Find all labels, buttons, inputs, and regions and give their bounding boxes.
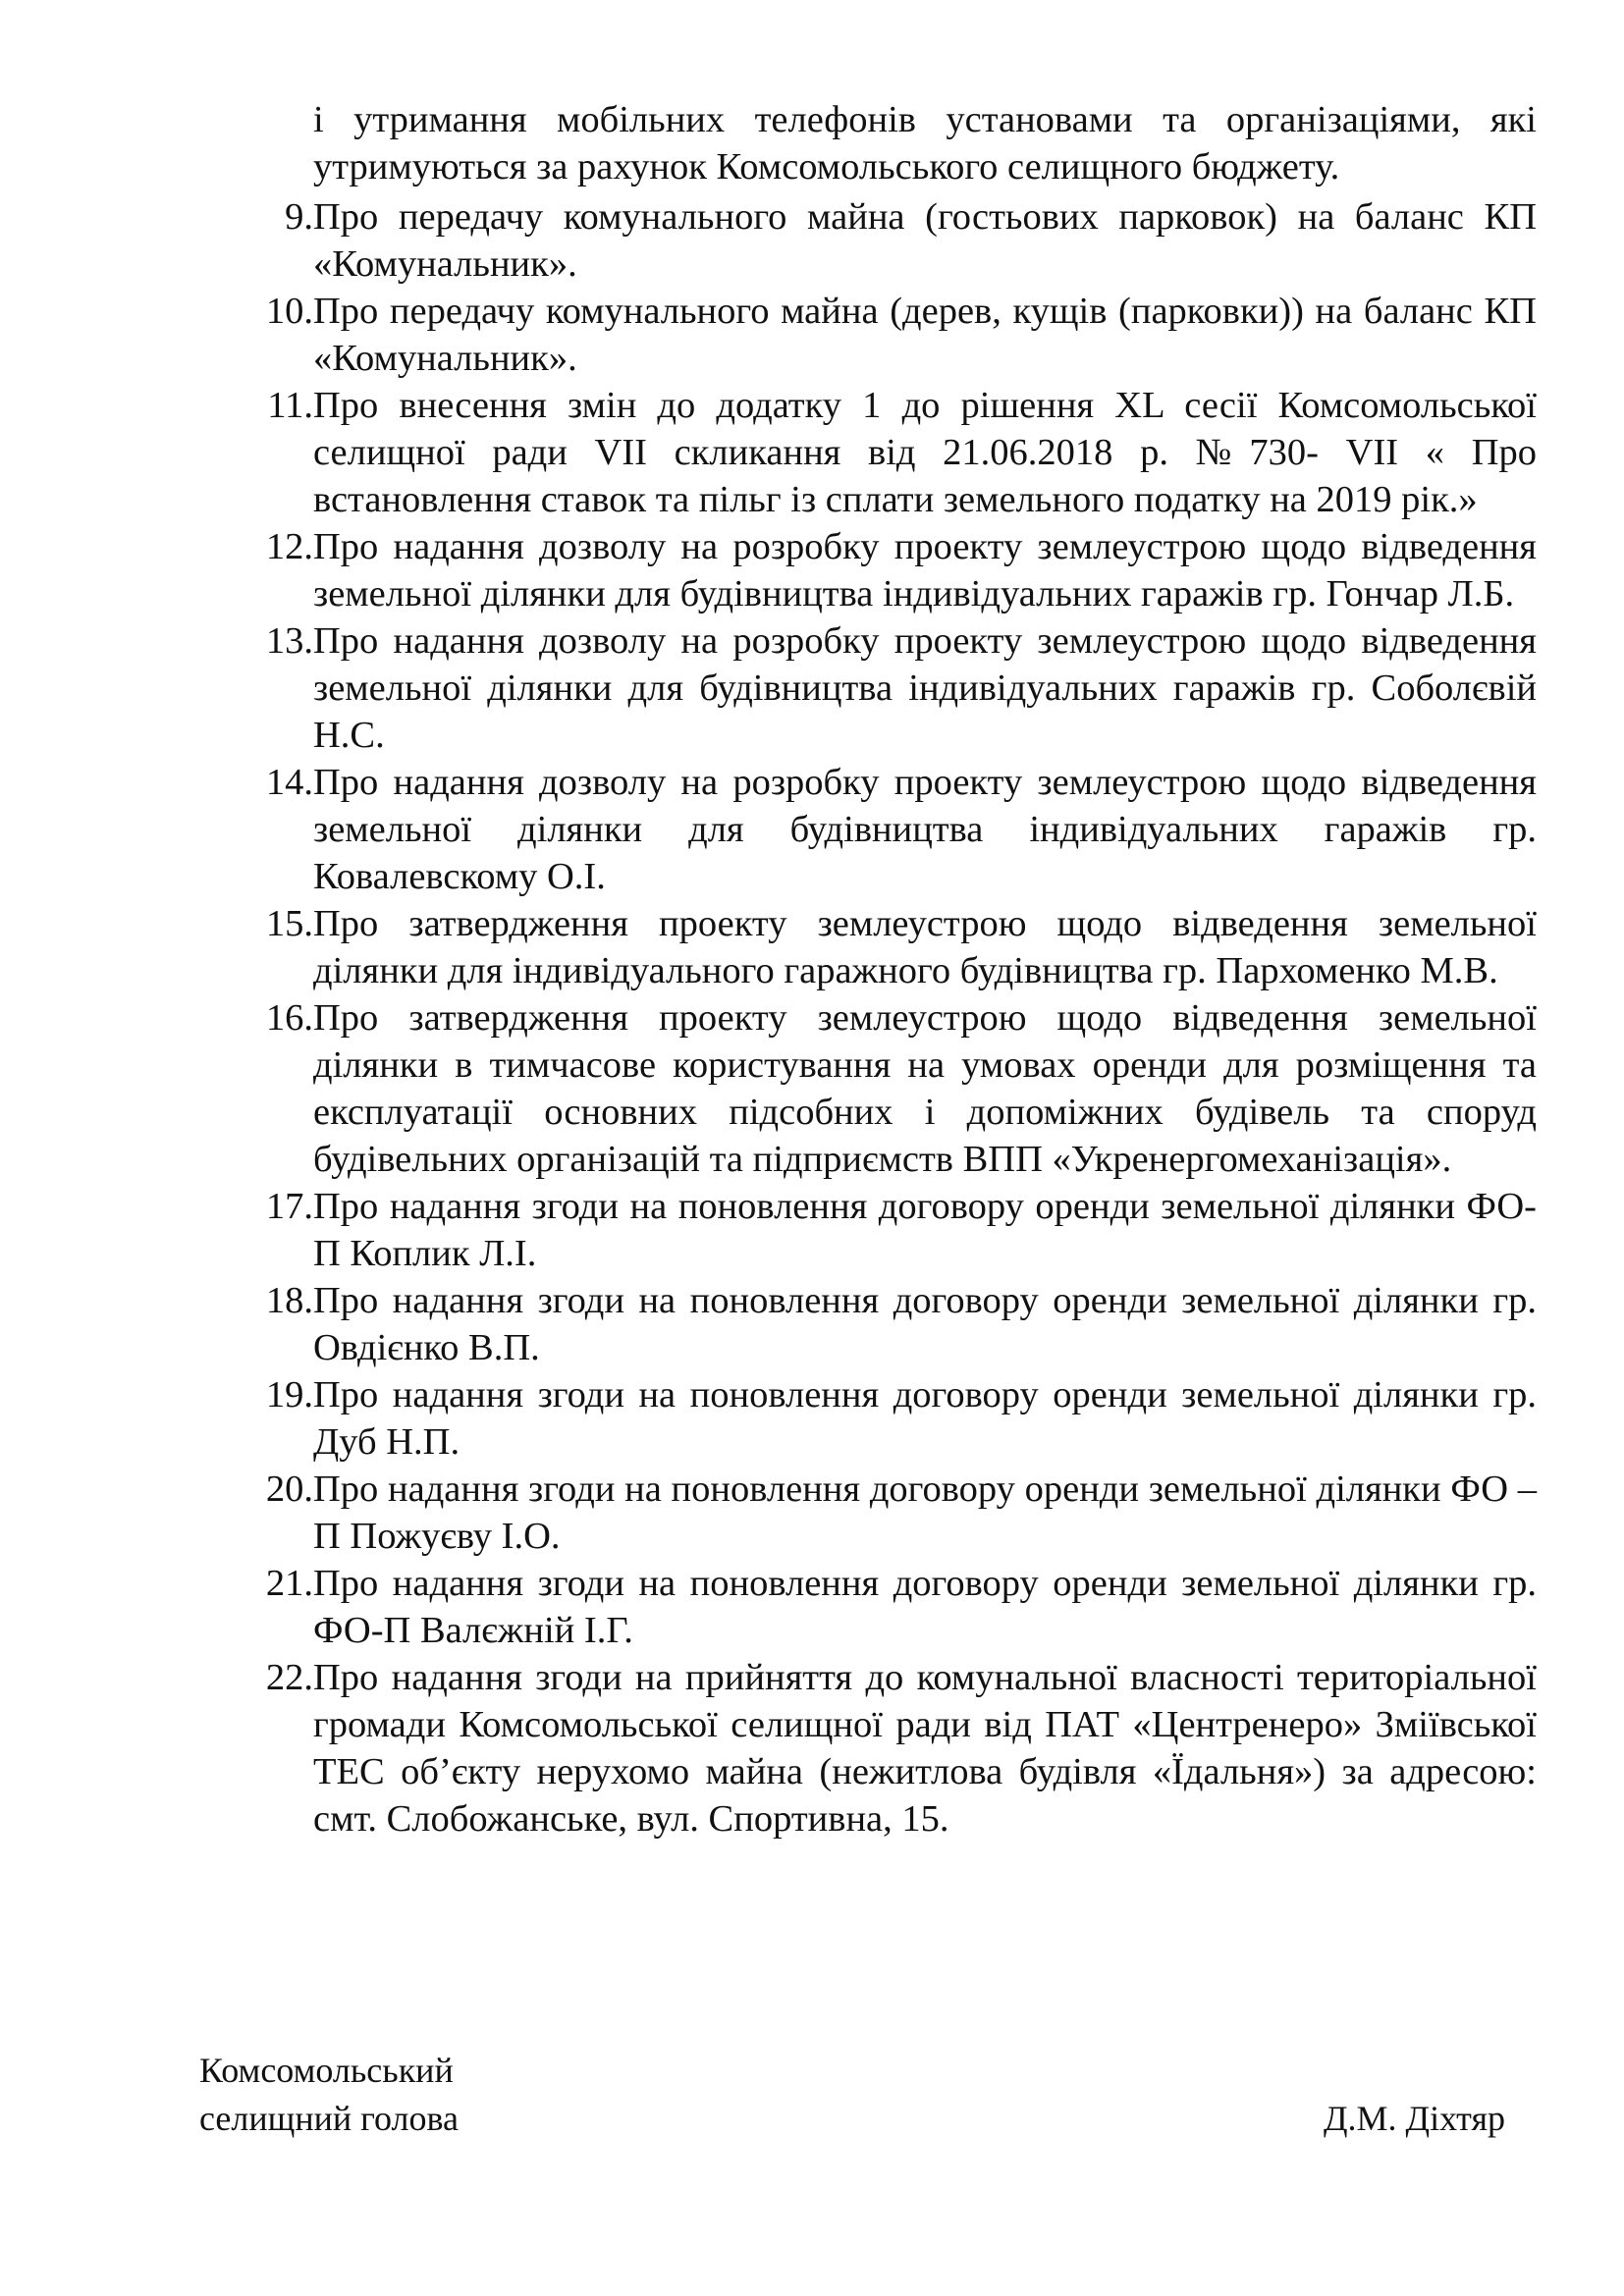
signatory-position-line2: селищний голова: [199, 2099, 460, 2138]
agenda-item-13: [236, 617, 1537, 759]
agenda-item-20: [236, 1466, 1537, 1560]
signature-line: [199, 2095, 1505, 2143]
item-text: Про надання згоди на поновлення договору оренди земельної ділянки гр. Дуб Н.П.: [313, 1374, 1537, 1463]
item-number: 19.: [265, 1374, 313, 1415]
item-number: 9.: [285, 196, 313, 238]
item-text: Про надання дозволу на розробку проекту землеустрою щодо відведення земельної ділянки для будівництва індивідуальних гаражів гр. Ковалевскому О.І.: [313, 762, 1537, 897]
agenda-item-9: [236, 193, 1537, 288]
agenda-item-12: [236, 523, 1537, 617]
agenda-item-17: [236, 1183, 1537, 1277]
agenda-item-22: [236, 1654, 1537, 1842]
item-text: Про надання згоди на поновлення договору оренди земельної ділянки ФО-П Коплик Л.І.: [313, 1186, 1537, 1274]
item-text: Про передачу комунального майна (дерев, кущів (парковки)) на баланс КП «Комунальник».: [313, 291, 1537, 379]
item-number: 12.: [265, 526, 313, 567]
agenda-item-19: [236, 1371, 1537, 1466]
item-text: Про надання згоди на поновлення договору оренди земельної ділянки гр. ФО-П Валєжній І.Г.: [313, 1563, 1537, 1651]
item-text: Про передачу комунального майна (гостьових парковок) на баланс КП «Комунальник».: [313, 196, 1537, 285]
item-text: Про затвердження проекту землеустрою щодо відведення земельної ділянки в тимчасове користування на умовах оренди для розміщення та експлуатації основних підсобних і допоміжних будівель та споруд будівельних організацій та підприємств ВПП «Укренергомеханізація».: [313, 997, 1537, 1180]
item-text: Про внесення змін до додатку 1 до рішення XL сесії Комсомольської селищної ради VII скликання від 21.06.2018 р. №730- VII « Про встановлення ставок та пільг із сплати земельного податку на 2019 рік.»: [313, 385, 1537, 520]
item-text: Про надання згоди на поновлення договору оренди земельної ділянки гр. Овдієнко В.П.: [313, 1280, 1537, 1368]
agenda-item-21: [236, 1560, 1537, 1654]
item-number: 21.: [265, 1563, 313, 1604]
item-number: 14.: [265, 762, 313, 803]
item-text: Про затвердження проекту землеустрою щодо відведення земельної ділянки для індивідуального гаражного будівництва гр. Пархоменко М.В.: [313, 903, 1537, 991]
item-number: 10.: [265, 291, 313, 332]
intro-paragraph: і утримання мобільних телефонів установами та організаціями, які утримуються за рахунок Комсомольського селищного бюджету.: [313, 99, 1537, 187]
agenda-item-16: [236, 994, 1537, 1183]
agenda-item-14: [236, 759, 1537, 900]
item-number: 16.: [265, 997, 313, 1039]
item-number: 17.: [265, 1186, 313, 1227]
agenda-item-18: [236, 1277, 1537, 1371]
signatory-position-line1: Комсомольський: [199, 2051, 454, 2090]
signature-block: [199, 2047, 1505, 2143]
agenda-list: [236, 193, 1537, 1842]
item-number: 22.: [265, 1657, 313, 1698]
item-number: 11.: [267, 385, 313, 426]
item-text: Про надання дозволу на розробку проекту землеустрою щодо відведення земельної ділянки для будівництва індивідуальних гаражів гр. Гончар Л.Б.: [313, 526, 1537, 614]
item-text: Про надання дозволу на розробку проекту землеустрою щодо відведення земельної ділянки для будівництва індивідуальних гаражів гр. Соболєвій Н.С.: [313, 620, 1537, 756]
item-text: Про надання згоди на прийняття до комунальної власності територіальної громади Комсомольської селищної ради від ПАТ «Центренеро» Зміївської ТЕС об’єкту нерухомо майна (нежитлова будівля «Їдальня») за адресою: смт. Слобожанське, вул. Спортивна, 15.: [313, 1657, 1537, 1840]
agenda-item-10: [236, 288, 1537, 382]
item-number: 20.: [265, 1468, 313, 1510]
signatory-name: Д.М. Діхтяр: [1323, 2099, 1505, 2138]
agenda-item-15: [236, 900, 1537, 994]
item-number: 13.: [265, 620, 313, 662]
item-number: 15.: [265, 903, 313, 944]
agenda-item-11: [236, 382, 1537, 523]
item-number: 18.: [265, 1280, 313, 1321]
item-text: Про надання згоди на поновлення договору оренди земельної ділянки ФО –П Пожуєву І.О.: [313, 1468, 1537, 1557]
